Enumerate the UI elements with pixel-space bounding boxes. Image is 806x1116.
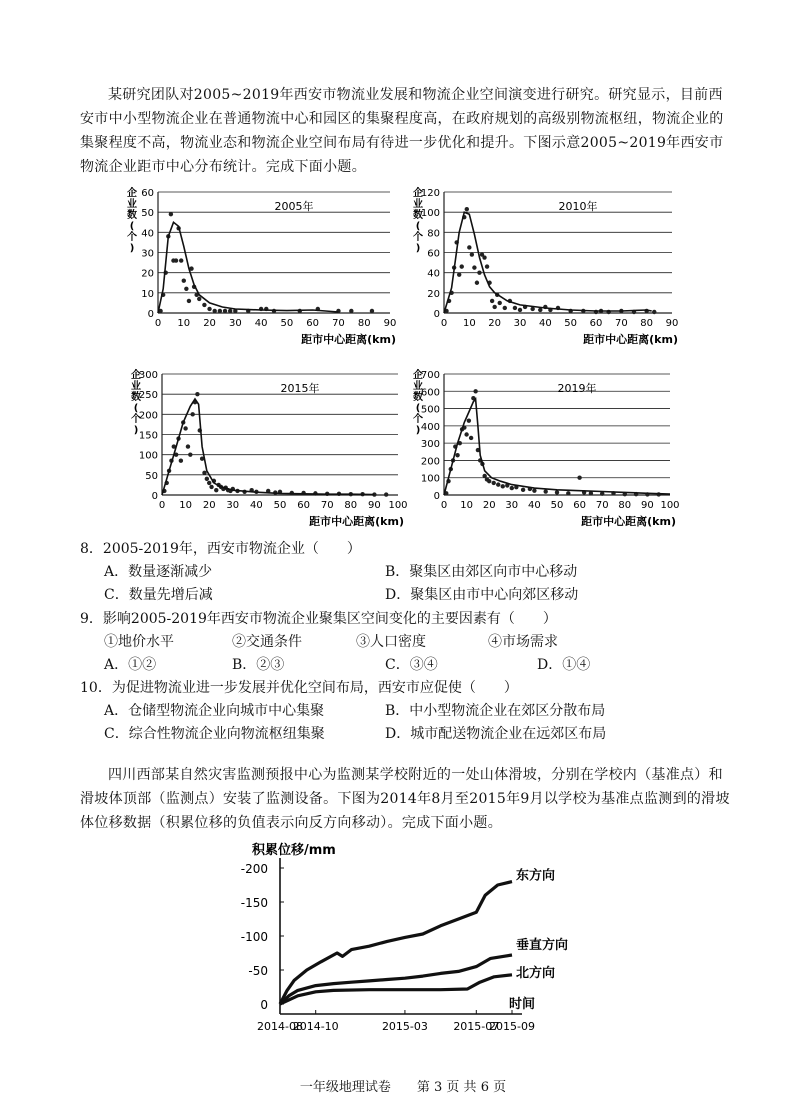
- trend-curve: [444, 399, 670, 495]
- data-point: [577, 476, 581, 480]
- data-point: [513, 306, 517, 310]
- data-point: [501, 484, 505, 488]
- x-tick-label: 50: [564, 318, 578, 329]
- question-9-stem: 9．影响2005-2019年西安市物流企业聚集区空间变化的主要因素有（ ）: [80, 611, 557, 627]
- question-9-factor-4: ④市场需求: [488, 634, 558, 650]
- question-9-option-b[interactable]: B．②③: [232, 657, 285, 673]
- data-point: [544, 489, 548, 493]
- y-tick-label: 40: [427, 268, 440, 280]
- y-axis-label-char: ): [129, 243, 135, 254]
- chart-2005: [118, 180, 408, 345]
- y-tick-label: 200: [138, 410, 158, 422]
- y-axis-label-char: (: [415, 221, 421, 232]
- y-tick-label: 700: [420, 370, 440, 381]
- data-point: [190, 412, 194, 416]
- data-point: [186, 444, 190, 448]
- x-tick-label: 10: [177, 318, 191, 329]
- x-axis-label: 距市中心距离(km): [581, 515, 676, 528]
- data-point: [467, 245, 471, 249]
- data-point: [492, 481, 496, 485]
- series-label: 北方向: [516, 965, 556, 981]
- data-point: [532, 488, 536, 492]
- y-axis-label-char: 个: [413, 232, 423, 243]
- data-point: [207, 481, 211, 485]
- data-point: [464, 432, 468, 436]
- y-tick-label: -50: [248, 964, 268, 978]
- x-tick-label: 2015-07: [453, 1020, 500, 1033]
- y-axis-label-char: 个: [131, 414, 141, 425]
- data-point: [370, 309, 374, 313]
- chart-2015: [118, 362, 418, 532]
- y-axis-label-char: 个: [413, 414, 423, 425]
- x-tick-label: 80: [640, 318, 654, 329]
- x-tick-label: 2014-10: [292, 1020, 339, 1033]
- y-tick-label: 80: [427, 228, 440, 240]
- data-point: [510, 486, 514, 490]
- data-point: [473, 389, 477, 393]
- question-10-option-a[interactable]: A．仓储型物流企业向城市中心集聚: [104, 703, 325, 719]
- data-point: [202, 471, 206, 475]
- data-point: [205, 477, 209, 481]
- y-tick-label: 120: [420, 188, 440, 199]
- y-axis-label-char: 业: [131, 381, 141, 392]
- y-axis-label-char: ): [133, 425, 139, 436]
- data-point: [223, 309, 227, 313]
- y-tick-label: 100: [138, 450, 158, 462]
- question-10-option-b[interactable]: B．中小型物流企业在郊区分散布局: [385, 703, 606, 719]
- x-tick-label: 60: [306, 318, 320, 329]
- y-axis-label-char: 业: [413, 381, 423, 392]
- y-axis-label-char: 企: [131, 370, 141, 381]
- y-tick-label: 100: [420, 473, 440, 485]
- x-axis-label: 距市中心距离(km): [301, 333, 396, 346]
- intro-text-2: 四川西部某自然灾害监测预报中心为监测某学校附近的一处山体滑坡，分别在学校内（基准点）和滑坡体顶部（监测点）安装了监测设备。下图为2014年8月至2015年9月以学校为基准点监测到的滑坡体位移数据（积累位移的负值表示向反方向移动）。完成下面小题。: [80, 767, 730, 831]
- data-point: [490, 299, 494, 303]
- data-point: [214, 488, 218, 492]
- data-point: [477, 270, 481, 274]
- x-tick-label: 20: [488, 318, 502, 329]
- question-8-option-b[interactable]: B．聚集区由郊区向市中心移动: [385, 564, 578, 580]
- intro-text-1: 某研究团队对2005~2019年西安市物流业发展和物流企业空间演变进行研究。研究显示，目前西安市中小型物流企业在普通物流中心和园区的集聚程度高，在政府规划的高级别物流枢纽，物流企业的集聚程度不高，物流业态和物流企业空间布局有待进一步优化和提升。下图示意2005~2019年西安市物流企业距市中心分布统计。完成下面小题。: [80, 87, 724, 175]
- x-tick-label: 70: [320, 500, 334, 511]
- question-9-factor-2: ②交通条件: [232, 634, 302, 650]
- trend-curve: [158, 222, 338, 313]
- y-tick-label: 0: [151, 491, 158, 502]
- y-axis-label-char: ): [415, 243, 421, 254]
- data-point: [349, 309, 353, 313]
- data-point: [475, 281, 479, 285]
- data-point: [566, 491, 570, 495]
- x-tick-label: 70: [614, 318, 628, 329]
- x-tick-label: 10: [462, 318, 476, 329]
- chart-title: 2015年: [280, 382, 320, 395]
- data-point: [521, 488, 525, 492]
- y-axis-label-char: 数: [131, 392, 141, 403]
- data-point: [209, 485, 213, 489]
- y-axis-label-char: 企: [413, 370, 423, 381]
- x-tick-label: 20: [202, 500, 216, 511]
- question-8-stem: 8．2005-2019年，西安市物流企业（ ）: [80, 541, 361, 557]
- data-point: [207, 307, 211, 311]
- chart-2019: [400, 362, 700, 532]
- data-point: [503, 306, 507, 310]
- y-axis-label-char: 业: [413, 199, 423, 210]
- x-tick-label: 40: [528, 500, 541, 511]
- x-tick-label: 80: [357, 318, 371, 329]
- x-tick-label: 50: [273, 500, 287, 511]
- y-tick-label: 300: [420, 439, 440, 451]
- x-tick-label: 40: [254, 318, 268, 329]
- y-tick-label: 20: [427, 288, 440, 300]
- y-axis-label-char: (: [133, 403, 139, 414]
- data-point: [188, 452, 192, 456]
- intro-passage-1: [80, 83, 730, 179]
- x-tick-label: 0: [440, 318, 448, 329]
- y-tick-label: 20: [141, 268, 154, 280]
- data-point: [218, 309, 222, 313]
- x-tick-label: 100: [388, 500, 408, 511]
- y-axis-label-char: 个: [127, 232, 137, 243]
- y-axis-label-char: 数: [413, 392, 423, 403]
- x-tick-label: 100: [660, 500, 680, 511]
- data-point: [485, 264, 489, 268]
- x-tick-label: 70: [595, 500, 609, 511]
- question-8-option-c[interactable]: C．数量先增后减: [104, 587, 213, 603]
- x-tick-label: 90: [665, 318, 679, 329]
- y-tick-label: -200: [240, 862, 268, 876]
- data-point: [470, 252, 474, 256]
- x-tick-label: 40: [250, 500, 263, 511]
- x-axis-label: 距市中心距离(km): [583, 333, 678, 346]
- data-point: [487, 479, 491, 483]
- data-point: [498, 301, 502, 305]
- series-label: 垂直方向: [516, 938, 569, 954]
- data-point: [213, 309, 217, 313]
- chart-2010-svg: [400, 180, 700, 345]
- y-tick-label: 50: [141, 208, 154, 220]
- data-point: [202, 303, 206, 307]
- x-tick-label: 50: [550, 500, 564, 511]
- data-point: [179, 258, 183, 262]
- y-axis-label: 积累位移/mm: [252, 843, 336, 858]
- y-axis-label-char: (: [129, 221, 135, 232]
- x-axis-label: 距市中心距离(km): [309, 515, 404, 528]
- displacement-chart: [232, 832, 572, 1044]
- chart-title: 2005年: [274, 200, 314, 213]
- x-tick-label: 90: [368, 500, 381, 511]
- data-point: [197, 297, 201, 301]
- data-point: [228, 309, 232, 313]
- y-tick-label: 300: [138, 370, 158, 381]
- data-point: [465, 207, 469, 211]
- trend-curve: [444, 212, 652, 313]
- question-10-option-c[interactable]: C．综合性物流企业向物流枢纽集聚: [104, 726, 325, 742]
- data-point: [652, 310, 656, 314]
- data-point: [469, 436, 473, 440]
- series-line: [280, 955, 512, 1004]
- question-10-option-d[interactable]: D．城市配送物流企业在远郊区布局: [385, 726, 607, 742]
- y-tick-label: 0: [260, 998, 268, 1012]
- question-9-option-a[interactable]: A．①②: [104, 657, 157, 673]
- data-point: [455, 453, 459, 457]
- chart-2005-svg: [118, 180, 408, 345]
- x-tick-label: 40: [538, 318, 552, 329]
- y-tick-label: 0: [433, 491, 440, 502]
- chart-title: 2019年: [557, 382, 597, 395]
- y-axis-label-char: 数: [127, 210, 137, 221]
- series-label: 东方向: [516, 868, 556, 884]
- data-point: [472, 265, 476, 269]
- page-footer: 一年级地理试卷 第 3 页 共 6 页: [299, 1080, 507, 1095]
- x-tick-label: 0: [440, 500, 448, 511]
- data-point: [518, 308, 522, 312]
- question-9-factor-3: ③人口密度: [356, 634, 426, 650]
- data-point: [460, 264, 464, 268]
- x-tick-label: 30: [228, 318, 242, 329]
- x-tick-label: 70: [332, 318, 345, 329]
- x-tick-label: 0: [158, 500, 166, 511]
- x-tick-label: 20: [203, 318, 216, 329]
- data-point: [182, 279, 186, 283]
- y-axis-label-char: ): [415, 425, 421, 436]
- x-tick-label: 30: [513, 318, 527, 329]
- y-tick-label: 200: [420, 456, 440, 468]
- data-point: [482, 255, 486, 259]
- question-10-stem: 10．为促进物流业进一步发展并优化空间布局，西安市应促使（ ）: [80, 680, 518, 696]
- y-tick-label: 250: [138, 390, 158, 402]
- x-tick-label: 2015-09: [489, 1020, 535, 1033]
- data-point: [184, 287, 188, 291]
- data-point: [169, 212, 173, 216]
- x-tick-label: 90: [383, 318, 397, 329]
- x-tick-label: 2015-03: [381, 1020, 428, 1033]
- y-tick-label: 500: [420, 404, 440, 416]
- y-tick-label: 40: [141, 228, 154, 240]
- displacement-chart-svg: [232, 832, 572, 1044]
- data-point: [187, 299, 191, 303]
- question-9-option-d[interactable]: D．①④: [537, 657, 591, 673]
- x-tick-label: 80: [344, 500, 358, 511]
- question-9-factor-1: ①地价水平: [104, 634, 174, 650]
- question-8-option-a[interactable]: A．数量逐渐减少: [104, 564, 213, 580]
- question-8-option-d[interactable]: D．聚集区由市中心向郊区移动: [385, 587, 579, 603]
- x-tick-label: 90: [641, 500, 654, 511]
- data-point: [496, 482, 500, 486]
- intro-passage-2: [80, 763, 730, 835]
- x-tick-label: 2014-08: [257, 1020, 303, 1033]
- y-tick-label: 150: [138, 430, 158, 442]
- x-tick-label: 10: [460, 500, 473, 511]
- x-tick-label: 50: [280, 318, 294, 329]
- y-tick-label: 600: [420, 387, 440, 399]
- data-point: [492, 305, 496, 309]
- x-tick-label: 10: [179, 500, 192, 511]
- data-point: [195, 392, 199, 396]
- y-axis-label-char: 数: [413, 210, 423, 221]
- y-axis-label-char: 企: [127, 188, 137, 199]
- chart-2019-svg: [400, 362, 700, 532]
- x-tick-label: 60: [573, 500, 586, 511]
- x-tick-label: 80: [618, 500, 632, 511]
- y-tick-label: -100: [240, 930, 268, 944]
- question-9-option-c[interactable]: C．③④: [385, 657, 438, 673]
- chart-title: 2010年: [558, 200, 598, 213]
- data-point: [467, 418, 471, 422]
- x-tick-label: 60: [297, 500, 310, 511]
- y-tick-label: -150: [240, 896, 268, 910]
- y-tick-label: 0: [147, 309, 154, 320]
- chart-2015-svg: [118, 362, 418, 532]
- y-tick-label: 50: [145, 470, 158, 482]
- chart-2010: [400, 180, 700, 345]
- y-tick-label: 0: [433, 309, 440, 320]
- x-tick-label: 30: [505, 500, 519, 511]
- data-point: [183, 426, 187, 430]
- x-axis-label: 时间: [508, 997, 536, 1012]
- x-tick-label: 20: [482, 500, 496, 511]
- x-tick-label: 60: [589, 318, 603, 329]
- data-point: [555, 490, 559, 494]
- y-axis-label-char: 业: [127, 199, 137, 210]
- y-axis-label-char: (: [415, 403, 421, 414]
- y-tick-label: 30: [141, 248, 154, 260]
- data-point: [384, 492, 388, 496]
- x-tick-label: 30: [226, 500, 240, 511]
- y-tick-label: 60: [141, 188, 154, 199]
- y-tick-label: 100: [420, 208, 440, 220]
- data-point: [538, 308, 542, 312]
- data-point: [179, 459, 183, 463]
- x-tick-label: 0: [154, 318, 162, 329]
- y-axis-label-char: 企: [413, 188, 423, 199]
- data-point: [174, 258, 178, 262]
- data-point: [457, 272, 461, 276]
- y-tick-label: 60: [427, 248, 440, 260]
- y-tick-label: 400: [420, 421, 440, 433]
- y-tick-label: 10: [141, 288, 154, 300]
